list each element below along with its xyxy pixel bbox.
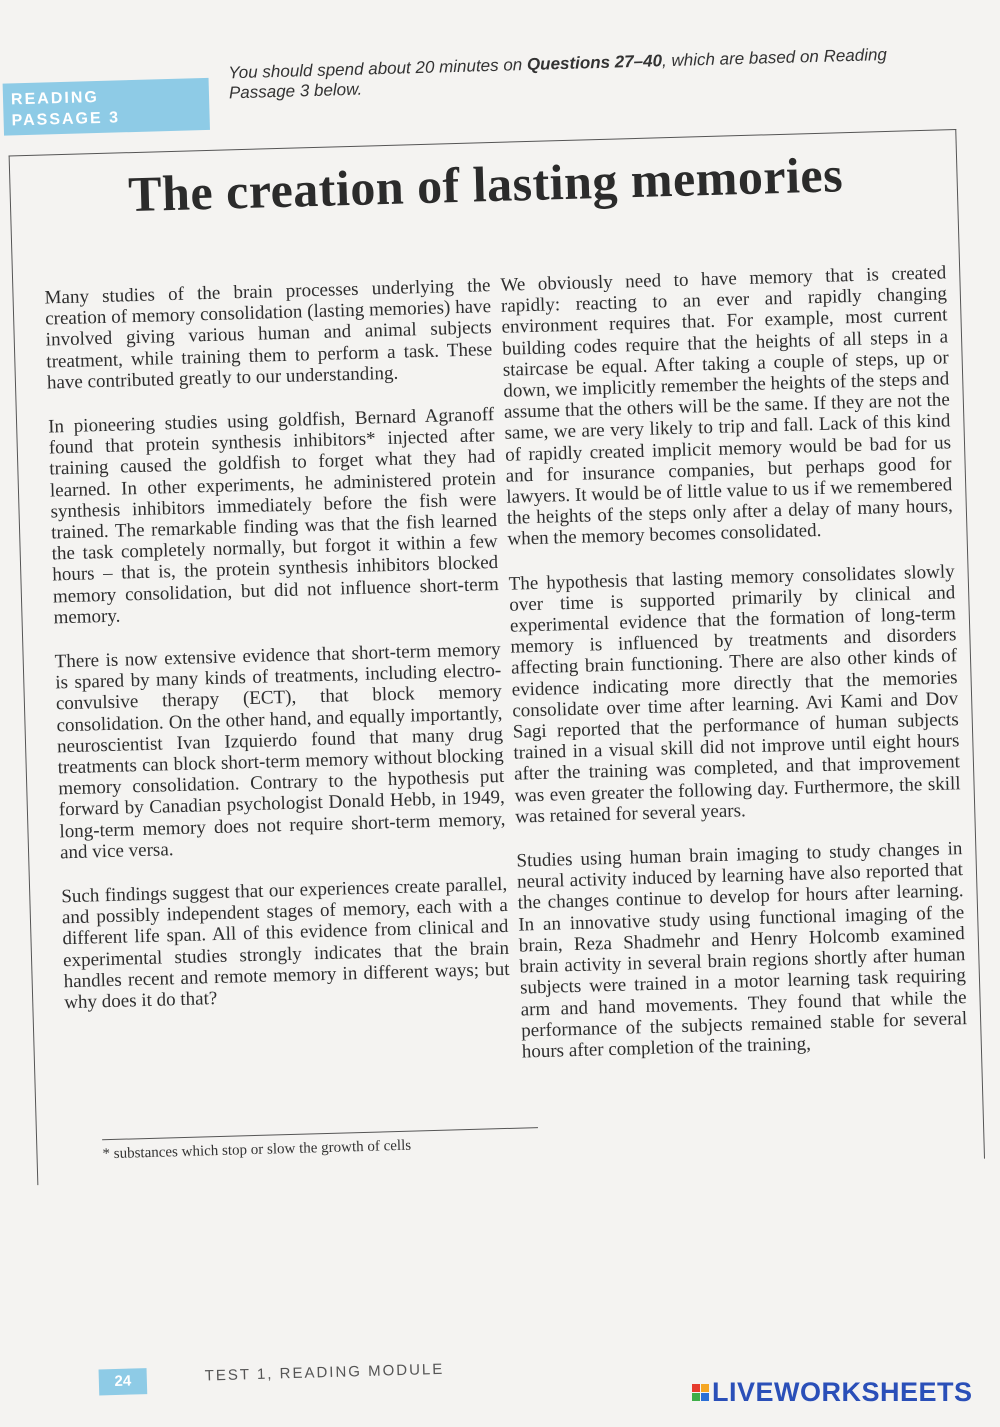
instruction-post: , which are based on Reading Passage 3 below. xyxy=(228,44,888,103)
logo-square xyxy=(701,1393,709,1401)
logo-square xyxy=(692,1393,700,1401)
right-column xyxy=(500,262,968,1085)
paragraph: In pioneering studies using goldfish, Bernard Agranoff found that protein synthesis inhibitors* injected after training caused the goldfish to forget what they had learned. In other experiments, he administered protein synthesis inhibitors immediately before the fish were trained. The remarkable finding was that the fish learned the task completely normally, but forgot it within a few hours – that is, the protein synthesis inhibitors blocked memory consolidation, but did not influence short-term memory. xyxy=(47,404,500,629)
liveworksheets-watermark xyxy=(692,1378,973,1406)
watermark-text: LIVEWORKSHEETS xyxy=(712,1376,973,1407)
article-title: The creation of lasting memories xyxy=(127,146,844,223)
instruction-pre: You should spend about 20 minutes on xyxy=(228,55,528,83)
paragraph: Such findings suggest that our experiences create parallel, and possibly independent stages of memory, each with a different life span. All of this evidence from clinical and experimental studies strongly indicates that the brain handles recent and remote memory in different ways; but why does it do that? xyxy=(61,873,510,1014)
footnote: * substances which stop or slow the growth of cells xyxy=(102,1127,539,1163)
logo-square xyxy=(701,1384,709,1392)
instruction-questions: Questions 27–40 xyxy=(526,51,663,74)
passage-label-line2: PASSAGE 3 xyxy=(11,109,121,130)
instruction-text xyxy=(228,43,949,103)
paragraph: Many studies of the brain processes underlying the creation of memory consolidation (lasting memories) have involved giving various human and animal subjects treatment, while training them to perform a task. These have contributed greatly to our understanding. xyxy=(44,275,493,394)
passage-label xyxy=(3,78,210,136)
logo-square xyxy=(692,1384,700,1392)
paragraph: The hypothesis that lasting memory consolidates slowly over time is supported primarily by clinical and experimental evidence that the formation of long-term memory is influenced by treatments and disorders affecting brain functioning. There are also other kinds of evidence indicating more directly that the memories consolidate over time after learning. Avi Kami and Dov Sagi reported that the performance of human subjects trained in a visual skill did not improve until eight hours after the training was completed, and that improvement was even greater the following day. Furthermore, the skill was retained for several years. xyxy=(508,560,961,828)
module-label: TEST 1, READING MODULE xyxy=(204,1360,445,1385)
paragraph: There is now extensive evidence that short-term memory is spared by many kinds of treatments, including electro-convulsive therapy (ECT), that block memory consolidation. On the other hand, and equally importantly, neuroscientist Ivan Izquierdo found that many drug treatments can block short-term memory without blocking memory consolidation. Contrary to the hypothesis put forward by Canadian psychologist Donald Hebb, in 1949, long-term memory does not require short-term memory, and vice versa. xyxy=(54,639,506,864)
left-column xyxy=(44,275,511,1036)
paragraph: Studies using human brain imaging to study changes in neural activity induced by learning have also reported that the changes continue to develop for hours after learning. In an innovative study using functional imaging of the brain, Reza Shadmehr and Henry Holcomb examined brain activity in several brain regions shortly after human subjects were trained in a motor learning task requiring arm and hand movements. They found that while the performance of the subjects remained stable for several hours after completion of the training, xyxy=(516,838,968,1063)
page-number: 24 xyxy=(99,1368,148,1395)
passage-label-line1: READING xyxy=(10,88,100,109)
paragraph: We obviously need to have memory that is created rapidly: reacting to an ever and rapidly changing environment requires that. For example, most current building codes require that the heights of all steps in a staircase be equal. After taking a couple of steps, up or down, we implicitly remember the heights of the steps and assume that the others will be the same. If they are not the same, we are very likely to trip and fall. Lack of this kind of rapidly created implicit memory would be bad for us and for insurance companies, but perhaps good for lawyers. It would be of little value to us if we remembered the heights of the steps only after a delay of many hours, when the memory becomes consolidated. xyxy=(500,262,954,551)
liveworksheets-logo-icon xyxy=(692,1384,709,1401)
